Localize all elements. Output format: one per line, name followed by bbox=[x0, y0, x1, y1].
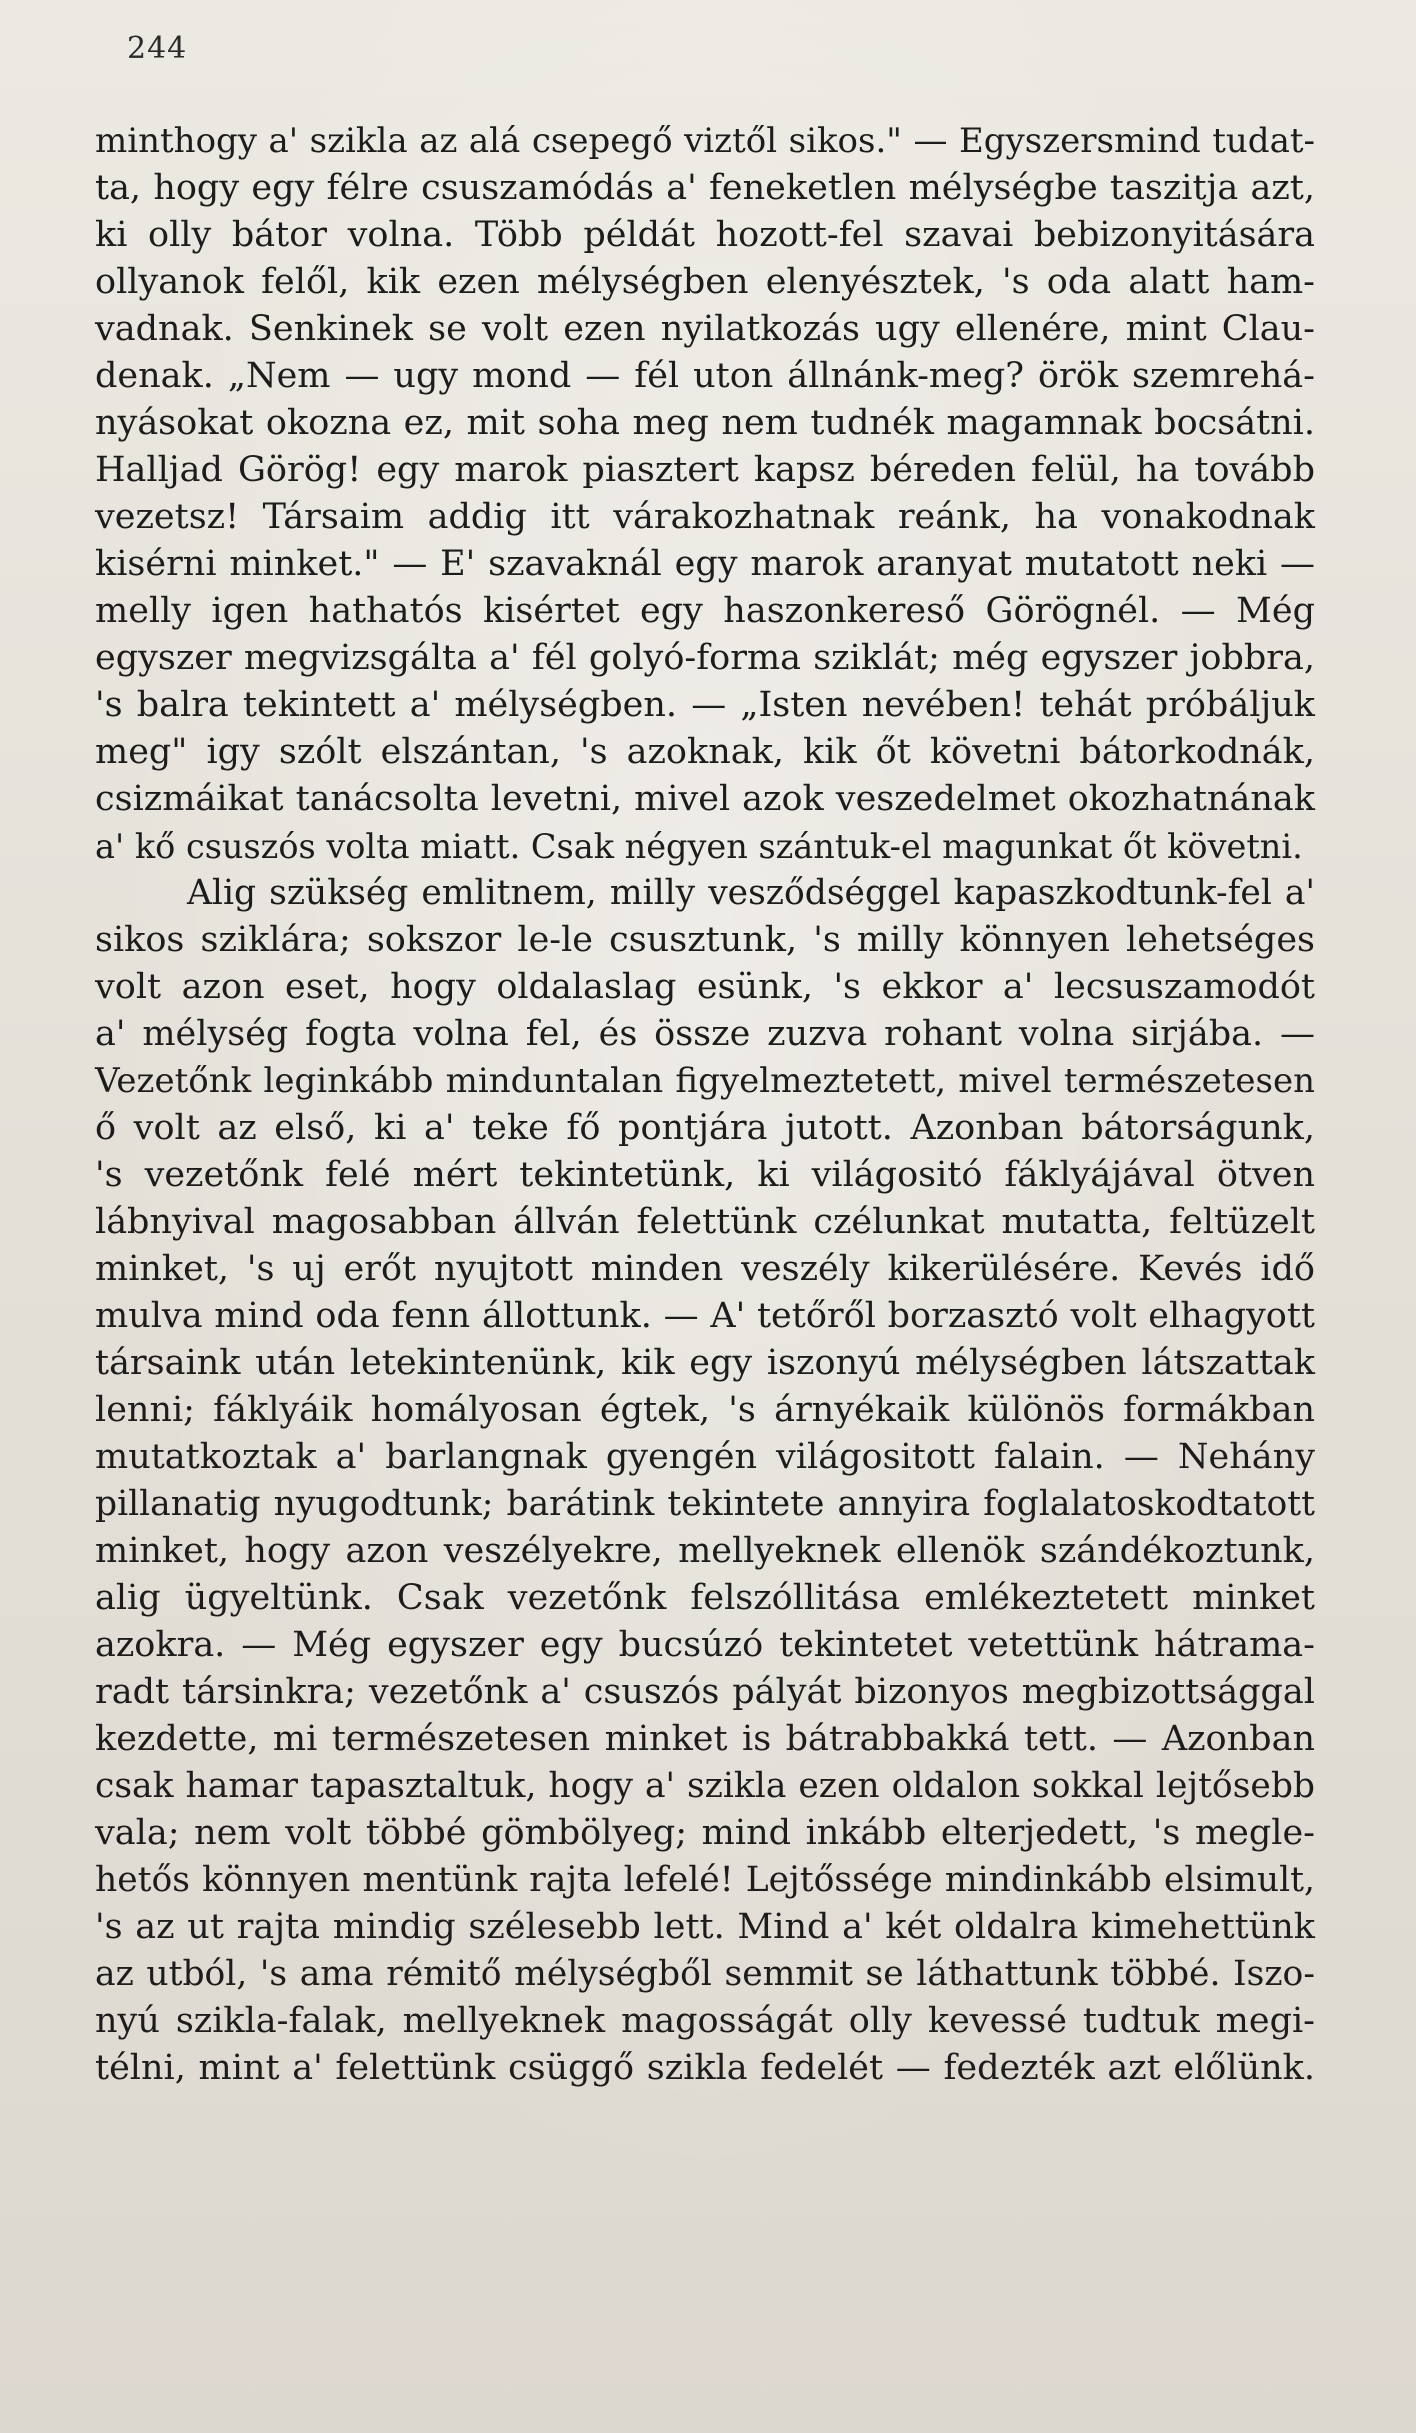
text-line: Alig szükség emlitnem, milly vesződséggel kapaszkodtunk-fel a' bbox=[187, 873, 1315, 913]
text-line: kezdette, mi természetesen minket is bátrabbakká tett. — Azonban bbox=[95, 1719, 1315, 1759]
text-line: Halljad Görög! egy marok piasztert kapsz béreden felül, ha tovább bbox=[95, 450, 1315, 490]
text-line: egyszer megvizsgálta a' fél golyó-forma sziklát; még egyszer jobbra, bbox=[95, 638, 1315, 678]
text-line: melly igen hathatós kisértet egy haszonkereső Görögnél. — Még bbox=[95, 591, 1315, 631]
text-line: Vezetőnk leginkább minduntalan figyelmeztetett, mivel természetesen bbox=[95, 1061, 1315, 1101]
text-line: nyásokat okozna ez, mit soha meg nem tudnék magamnak bocsátni. bbox=[95, 403, 1315, 443]
text-line: vadnak. Senkinek se volt ezen nyilatkozás ugy ellenére, mint Clau- bbox=[95, 309, 1315, 349]
text-line: mutatkoztak a' barlangnak gyengén világositott falain. — Nehány bbox=[95, 1437, 1315, 1477]
text-line: télni, mint a' felettünk csüggő szikla fedelét — fedezték azt előlünk. bbox=[95, 2048, 1315, 2088]
text-line: vala; nem volt többé gömbölyeg; mind inkább elterjedett, 's megle- bbox=[95, 1813, 1315, 1853]
text-line: nyú szikla-falak, mellyeknek magosságát olly kevessé tudtuk megi- bbox=[95, 2001, 1315, 2041]
text-line: lábnyival magosabban állván felettünk czélunkat mutatta, feltüzelt bbox=[95, 1202, 1315, 1242]
text-line: minket, hogy azon veszélyekre, mellyeknek ellenök szándékoztunk, bbox=[95, 1531, 1315, 1571]
text-line: mulva mind oda fenn állottunk. — A' tetőről borzasztó volt elhagyott bbox=[95, 1296, 1315, 1336]
text-line: minket, 's uj erőt nyujtott minden veszély kikerülésére. Kevés idő bbox=[95, 1249, 1315, 1289]
text-line: ta, hogy egy félre csuszamódás a' feneketlen mélységbe taszitja azt, bbox=[95, 168, 1315, 208]
text-line: az utból, 's ama rémitő mélységből semmit se láthattunk többé. Iszo- bbox=[95, 1954, 1315, 1994]
text-line: meg" igy szólt elszántan, 's azoknak, kik őt követni bátorkodnák, bbox=[95, 732, 1315, 772]
text-line: 's vezetőnk felé mért tekintetünk, ki világositó fáklyájával ötven bbox=[95, 1155, 1315, 1195]
text-line: társaink után letekintenünk, kik egy iszonyú mélységben látszattak bbox=[95, 1343, 1315, 1383]
body-text bbox=[95, 118, 1315, 2092]
text-line: pillanatig nyugodtunk; barátink tekintete annyira foglalatoskodtatott bbox=[95, 1484, 1315, 1524]
text-line: csak hamar tapasztaltuk, hogy a' szikla ezen oldalon sokkal lejtősebb bbox=[95, 1766, 1315, 1806]
text-line: azokra. — Még egyszer egy bucsúzó tekintetet vetettünk hátrama- bbox=[95, 1625, 1315, 1665]
text-line: 's balra tekintett a' mélységben. — „Isten nevében! tehát próbáljuk bbox=[95, 685, 1315, 725]
text-line: volt azon eset, hogy oldalaslag esünk, 's ekkor a' lecsuszamodót bbox=[95, 967, 1315, 1007]
text-line: ollyanok felől, kik ezen mélységben elenyésztek, 's oda alatt ham- bbox=[95, 262, 1315, 302]
text-line: vezetsz! Társaim addig itt várakozhatnak reánk, ha vonakodnak bbox=[95, 497, 1315, 537]
text-line: csizmáikat tanácsolta levetni, mivel azok veszedelmet okozhatnának bbox=[95, 779, 1315, 819]
text-line: ki olly bátor volna. Több példát hozott-fel szavai bebizonyitására bbox=[95, 215, 1315, 255]
text-line: hetős könnyen mentünk rajta lefelé! Lejtőssége mindinkább elsimult, bbox=[95, 1860, 1315, 1900]
text-line: radt társinkra; vezetőnk a' csuszós pályát bizonyos megbizottsággal bbox=[95, 1672, 1315, 1712]
text-line: ő volt az első, ki a' teke fő pontjára jutott. Azonban bátorságunk, bbox=[95, 1108, 1315, 1148]
text-line: lenni; fáklyáik homályosan égtek, 's árnyékaik különös formákban bbox=[95, 1390, 1315, 1430]
page-number: 244 bbox=[127, 31, 188, 66]
text-line: minthogy a' szikla az alá csepegő viztől sikos." — Egyszersmind tudat- bbox=[95, 121, 1315, 161]
text-line: sikos sziklára; sokszor le-le csusztunk, 's milly könnyen lehetséges bbox=[95, 920, 1315, 960]
text-line: denak. „Nem — ugy mond — fél uton állnánk-meg? örök szemrehá- bbox=[95, 356, 1315, 396]
text-line: a' mélység fogta volna fel, és össze zuzva rohant volna sirjába. — bbox=[95, 1014, 1315, 1054]
text-line: kisérni minket." — E' szavaknál egy marok aranyat mutatott neki — bbox=[95, 544, 1315, 584]
text-line: 's az ut rajta mindig szélesebb lett. Mind a' két oldalra kimehettünk bbox=[95, 1907, 1315, 1947]
text-line: a' kő csuszós volta miatt. Csak négyen szántuk-el magunkat őt követni. bbox=[95, 827, 1303, 866]
text-line: alig ügyeltünk. Csak vezetőnk felszóllitása emlékeztetett minket bbox=[95, 1578, 1315, 1618]
